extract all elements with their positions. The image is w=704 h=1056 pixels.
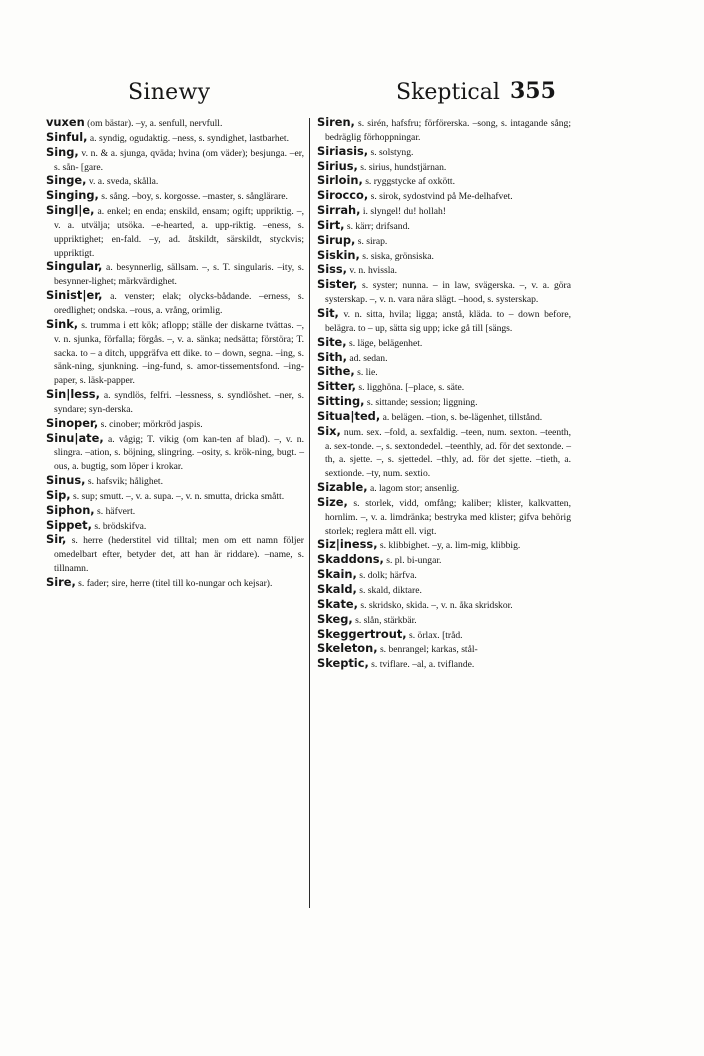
headword: Sit, <box>317 305 339 320</box>
page-header <box>0 76 704 116</box>
headword: Situa|ted, <box>317 408 381 423</box>
headword: Singe, <box>46 173 87 188</box>
headword: Sip, <box>46 487 71 502</box>
headword: Sinus, <box>46 473 86 488</box>
headword: Sir, <box>46 532 67 547</box>
headword: Sitting, <box>317 394 365 409</box>
left-column <box>46 116 304 591</box>
dictionary-entry: Sitting, s. sittande; session; liggning. <box>317 394 478 409</box>
headword: Siss, <box>317 262 347 277</box>
dictionary-entry: Sip, s. sup; smutt. –, v. a. supa. –, v. n. smutta, dricka smått. <box>46 487 285 502</box>
dictionary-entry: Six, num. sex. –fold, a. sexfaldig. –teen, num. sexton. –teenth, a. sex-tonde. –, s. sextondedel. –teenthly, ad. för det sextonde. –th, a. sjette. –, s. sjettedel. –thly, ad. för det sjette. –tieth, a. sextionde. –ty, num. sextio. <box>317 423 571 480</box>
dictionary-entry: Singing, s. sång. –boy, s. korgosse. –master, s. sånglärare. <box>46 188 288 203</box>
headword: Skain, <box>317 567 357 582</box>
headword: Sirocco, <box>317 188 369 203</box>
dictionary-entry: Sith, ad. sedan. <box>317 349 388 364</box>
dictionary-entry: Sithe, s. lie. <box>317 364 378 379</box>
headword: Sitter, <box>317 379 356 394</box>
headword: Sinist|er, <box>46 288 103 303</box>
headword: Siz|iness, <box>317 537 378 552</box>
headword: Singl|e, <box>46 203 95 218</box>
dictionary-entry: Skate, s. skridsko, skida. –, v. n. åka skridskor. <box>317 596 513 611</box>
dictionary-entry: Sinus, s. hafsvik; hålighet. <box>46 473 163 488</box>
headword: Sink, <box>46 316 79 331</box>
dictionary-entry: Sinist|er, a. venster; elak; olycks-bådande. –erness, s. oredlighet; ondska. –rous, a. vrång, orimlig. <box>46 288 304 316</box>
column-divider <box>309 118 310 908</box>
headword: Sithe, <box>317 364 355 379</box>
right-column <box>317 116 571 672</box>
headword: Sirt, <box>317 217 345 232</box>
dictionary-entry: Siss, v. n. hvissla. <box>317 262 398 277</box>
dictionary-entry: Sink, s. trumma i ett kök; aflopp; ställe der diskarne tvättas. –, v. n. sjunka, förfalla; förgås. –, v. a. sänka; nedsätta; förstöra; T. sacka. to – a ditch, uppgräfva ett dike. to – down, segna. –ing, s. sänk-ning, sjunkning. –ing-fund, s. amor-tissementsfond. –ing-paper, s. läsk-papper. <box>46 316 304 387</box>
headword: Sippet, <box>46 517 92 532</box>
dictionary-entry: Siskin, s. siska, grönsiska. <box>317 247 434 262</box>
headword: Skeggertrout, <box>317 626 407 641</box>
dictionary-entry: Skaddons, s. pl. bi-ungar. <box>317 552 442 567</box>
dictionary-entry: Size, s. storlek, vidd, omfång; kaliber; klister, kalkvatten, hornlim. –, v. a. limdränka; bestryka med klister; gifva behörig storlek; reglera mått ell. vigt. <box>317 494 571 537</box>
dictionary-entry: Skeptic, s. tviflare. –al, a. tviflande. <box>317 656 475 671</box>
dictionary-entry: Skeleton, s. benrangel; karkas, stål- <box>317 641 478 656</box>
headword: Skeg, <box>317 611 353 626</box>
headword: Skald, <box>317 582 357 596</box>
headword: Sinful, <box>46 129 88 144</box>
dictionary-entry: Sizable, a. lagom stor; ansenlig. <box>317 480 460 495</box>
headword: Skeptic, <box>317 656 369 671</box>
headword: Skeleton, <box>317 641 378 656</box>
headword: Size, <box>317 494 348 509</box>
dictionary-entry: Siz|iness, s. klibbighet. –y, a. lim-mig, klibbig. <box>317 537 521 552</box>
headword: Sirrah, <box>317 203 361 218</box>
headword: Six, <box>317 423 341 438</box>
headword: Sister, <box>317 277 358 292</box>
dictionary-entry: vuxen (om bästar). –y, a. senfull, nervfull. <box>46 115 223 129</box>
headword: vuxen <box>46 115 85 129</box>
headword: Sing, <box>46 144 79 159</box>
headword: Singing, <box>46 188 99 203</box>
headword: Skate, <box>317 596 358 611</box>
headword: Sirius, <box>317 158 358 173</box>
dictionary-entry: Skain, s. dolk; härfva. <box>317 567 417 582</box>
dictionary-entry: Site, s. läge, belägenhet. <box>317 334 423 349</box>
dictionary-entry: Sit, v. n. sitta, hvila; ligga; anstå, kläda. to – down before, belägra. to – up, sätta sig upp; icke gå till [sängs. <box>317 305 571 334</box>
dictionary-entry: Siphon, s. häfvert. <box>46 502 136 517</box>
dictionary-entry: Singe, v. a. sveda, skålla. <box>46 173 159 188</box>
dictionary-entry: Sippet, s. brödskifva. <box>46 517 147 532</box>
headword: Siren, <box>317 115 355 129</box>
headword: Sith, <box>317 349 347 364</box>
headword: Skaddons, <box>317 552 384 567</box>
headword: Singular, <box>46 259 103 274</box>
dictionary-entry: Sirup, s. sirap. <box>317 232 388 247</box>
dictionary-entry: Sirt, s. kärr; drifsand. <box>317 217 410 232</box>
dictionary-entry: Sir, s. herre (hederstitel vid tilltal; men om ett namn följer omedelbart efter, betyder det, att han är riddare). –name, s. tillnamn. <box>46 532 304 575</box>
dictionary-entry: Sin|less, a. syndlös, felfri. –lessness, s. syndlöshet. –ner, s. syndare; syn-derska. <box>46 387 304 415</box>
dictionary-entry: Skeg, s. slån, stärkbär. <box>317 611 417 626</box>
headword: Sirup, <box>317 232 356 247</box>
header-first-word: Sinewy <box>128 80 211 105</box>
headword: Siskin, <box>317 247 360 262</box>
headword: Sire, <box>46 575 76 589</box>
headword: Sinoper, <box>46 415 99 430</box>
dictionary-entry: Siriasis, s. solstyng. <box>317 143 414 158</box>
dictionary-entry: Sirrah, i. slyngel! du! hollah! <box>317 203 446 218</box>
dictionary-entry: Skald, s. skald, diktare. <box>317 582 422 596</box>
dictionary-entry: Sinful, a. syndig, ogudaktig. –ness, s. syndighet, lastbarhet. <box>46 129 289 144</box>
dictionary-entry: Sirocco, s. sirok, sydostvind på Me-delhafvet. <box>317 188 513 203</box>
headword: Sinu|ate, <box>46 430 104 445</box>
dictionary-entry: Siren, s. sirén, hafsfru; förförerska. –song, s. intagande sång; bedräglig förhoppningar. <box>317 115 571 143</box>
dictionary-entry: Sing, v. n. & a. sjunga, qväda; hvina (om väder); besjunga. –er, s. sån- [gare. <box>46 144 304 173</box>
dictionary-entry: Sire, s. fader; sire, herre (titel till ko-nungar och kejsar). <box>46 575 273 589</box>
page-number: 355 <box>510 78 556 104</box>
dictionary-entry: Sitter, s. ligghöna. [–place, s. säte. <box>317 379 465 394</box>
dictionary-entry: Singular, a. besynnerlig, sällsam. –, s. T. singularis. –ity, s. besynner-lighet; märkvärdighet. <box>46 259 304 288</box>
header-last-word: Skeptical <box>396 80 500 105</box>
headword: Sirloin, <box>317 173 363 188</box>
dictionary-entry: Sister, s. syster; nunna. – in law, svägerska. –, v. a. göra systerskap. –, v. n. vara nära slägt. –hood, s. systerskap. <box>317 277 571 306</box>
headword: Siriasis, <box>317 143 369 158</box>
dictionary-entry: Sirius, s. sirius, hundstjärnan. <box>317 158 447 173</box>
headword: Sizable, <box>317 480 368 495</box>
dictionary-entry: Situa|ted, a. belägen. –tion, s. be-lägenhet, tillstånd. <box>317 408 543 423</box>
dictionary-entry: Sinoper, s. cinober; mörkröd jaspis. <box>46 415 203 430</box>
dictionary-entry: Singl|e, a. enkel; en enda; enskild, ensam; ogift; uppriktig. –, v. a. utvälja; utsöka. –e-hearted, a. upp-riktig. –eness, s. uppriktighet; en-fald. –y, ad. åtskildt, särskildt, styckvis; uppriktigt. <box>46 203 304 259</box>
headword: Sin|less, <box>46 387 100 402</box>
headword: Site, <box>317 334 347 349</box>
dictionary-entry: Sinu|ate, a. vågig; T. vikig (om kan-ten af blad). –, v. n. slingra. –ation, s. böjning, slingring. –osity, s. krök-ning, bugt. –ous, a. bugtig, som löper i krokar. <box>46 430 304 473</box>
headword: Siphon, <box>46 502 95 517</box>
dictionary-entry: Sirloin, s. ryggstycke af oxkött. <box>317 173 455 188</box>
dictionary-entry: Skeggertrout, s. örlax. [tråd. <box>317 626 463 641</box>
